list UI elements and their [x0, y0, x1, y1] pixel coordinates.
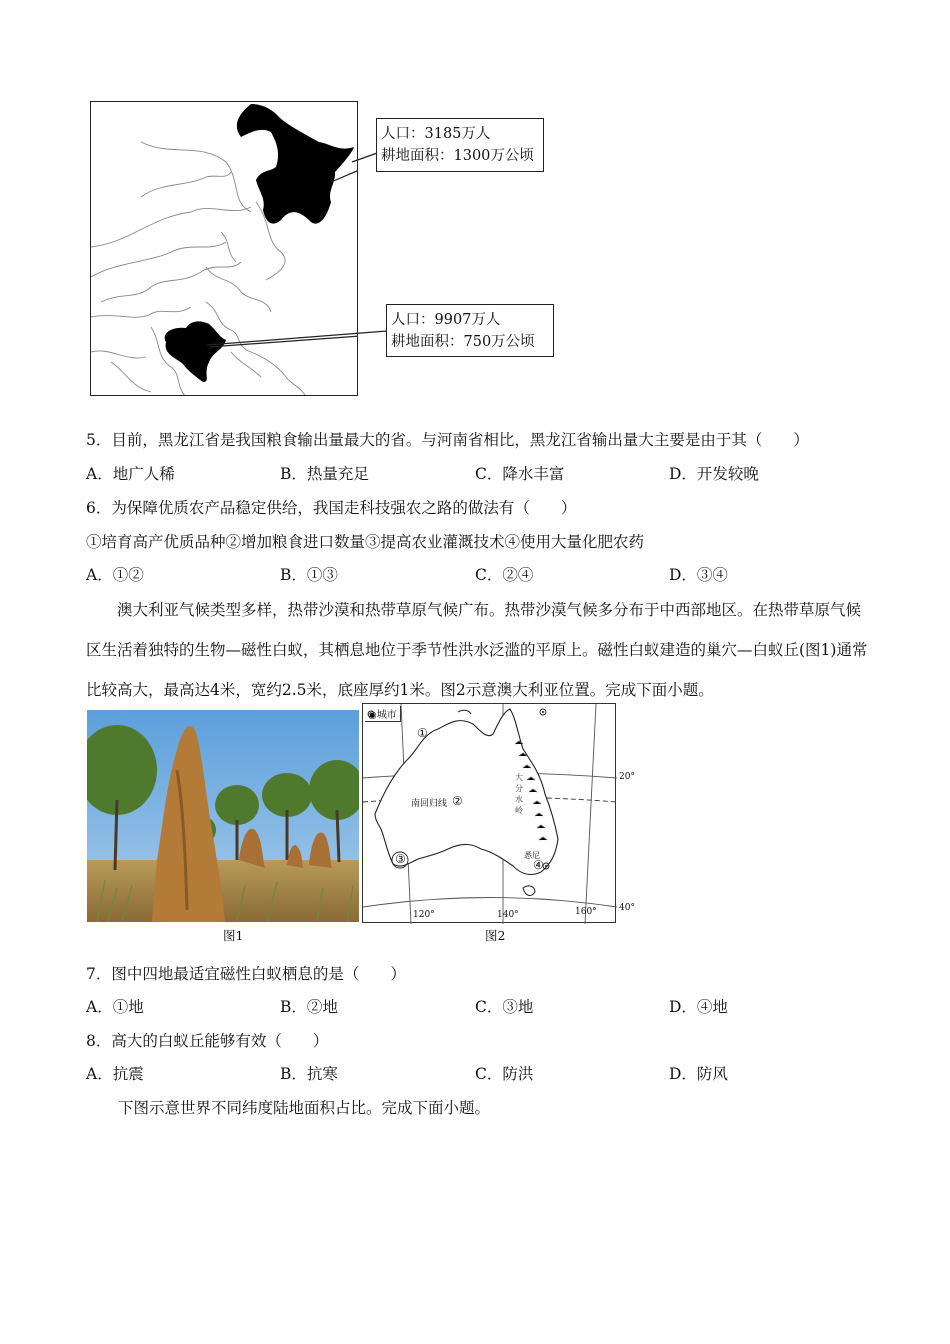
marker-2: ② — [452, 794, 463, 808]
passage-australia: 澳大利亚气候类型多样，热带沙漠和热带草原气候广布。热带沙漠气候多分布于中西部地区。在热带草原气候区生活着独特的生物—磁性白蚁，其栖息地位于季节性洪水泛滥的平原上。磁性白蚁建造的巢穴—白蚁丘(图1)通常比较高大，最高达4米，宽约2.5米，底座厚约1米。图2示意澳大利亚位置。完成下面小题。 — [86, 601, 868, 699]
callout-heilongjiang — [376, 118, 544, 172]
australia-map-svg — [363, 704, 617, 924]
question-5-stem: 5．目前，黑龙江省是我国粮食输出量最大的省。与河南省相比，黑龙江省输出量大主要是由于其（ ） — [86, 431, 809, 449]
legend-city-label: 城市 — [376, 710, 397, 721]
lon-140-label: 140° — [497, 910, 519, 920]
marker-1: ① — [417, 726, 428, 740]
callout-farmland: 耕地面积：750万公顷 — [391, 334, 535, 350]
termite-mound-photo — [87, 710, 359, 922]
callout-population: 人口：3185万人 — [381, 126, 491, 142]
q5-option-b[interactable]: B．热量充足 — [280, 465, 369, 483]
tropic-label: 南回归线 — [411, 799, 448, 809]
marker-4: ④ — [533, 858, 544, 872]
question-6-stem: 6．为保障优质农产品稳定供给，我国走科技强农之路的做法有（ ） — [86, 499, 577, 517]
q6-option-b[interactable]: B．①③ — [280, 566, 338, 584]
lon-160-label: 160° — [575, 907, 597, 917]
question-7-stem: 7．图中四地最适宜磁性白蚁栖息的是（ ） — [86, 965, 406, 983]
figure-2-caption: 图2 — [485, 928, 506, 943]
australia-map — [362, 703, 635, 923]
photo-illustration — [87, 710, 359, 922]
q6-option-a[interactable]: A．①② — [86, 566, 144, 584]
lat-40-label: 40° — [619, 903, 635, 913]
lon-120-label: 120° — [413, 910, 435, 920]
map-legend: ◉城市 — [365, 706, 401, 722]
callout-henan — [386, 304, 554, 357]
marker-3: ③ — [395, 852, 406, 866]
mountain-label: 大分水岭 — [515, 773, 523, 815]
q8-option-b[interactable]: B．抗寒 — [280, 1065, 338, 1083]
q7-option-a[interactable]: A．①地 — [86, 998, 144, 1016]
q5-option-a[interactable]: A．地广人稀 — [86, 465, 175, 483]
callout-leader-lower — [205, 325, 390, 355]
q5-option-d[interactable]: D．开发较晚 — [669, 465, 759, 483]
q8-option-c[interactable]: C．防洪 — [475, 1065, 534, 1083]
q7-option-c[interactable]: C．③地 — [475, 998, 534, 1016]
question-8-stem: 8．高大的白蚁丘能够有效（ ） — [86, 1032, 329, 1050]
callout-farmland: 耕地面积：1300万公顷 — [381, 148, 534, 164]
q7-option-b[interactable]: B．②地 — [280, 998, 338, 1016]
q8-option-d[interactable]: D．防风 — [669, 1065, 728, 1083]
callout-population: 人口：9907万人 — [391, 312, 501, 328]
city-label: 悉尼 — [524, 851, 540, 860]
q8-option-a[interactable]: A．抗震 — [86, 1065, 144, 1083]
figure-1-caption: 图1 — [223, 928, 244, 943]
next-section-intro: 下图示意世界不同纬度陆地面积占比。完成下面小题。 — [118, 1099, 491, 1117]
question-6-items: ①培育高产优质品种②增加粮食进口数量③提高农业灌溉技术④使用大量化肥农药 — [86, 533, 645, 551]
q6-option-d[interactable]: D．③④ — [669, 566, 728, 584]
q7-option-d[interactable]: D．④地 — [669, 998, 728, 1016]
q6-option-c[interactable]: C．②④ — [475, 566, 534, 584]
q5-option-c[interactable]: C．降水丰富 — [475, 465, 565, 483]
lat-20-label: 20° — [619, 772, 635, 782]
